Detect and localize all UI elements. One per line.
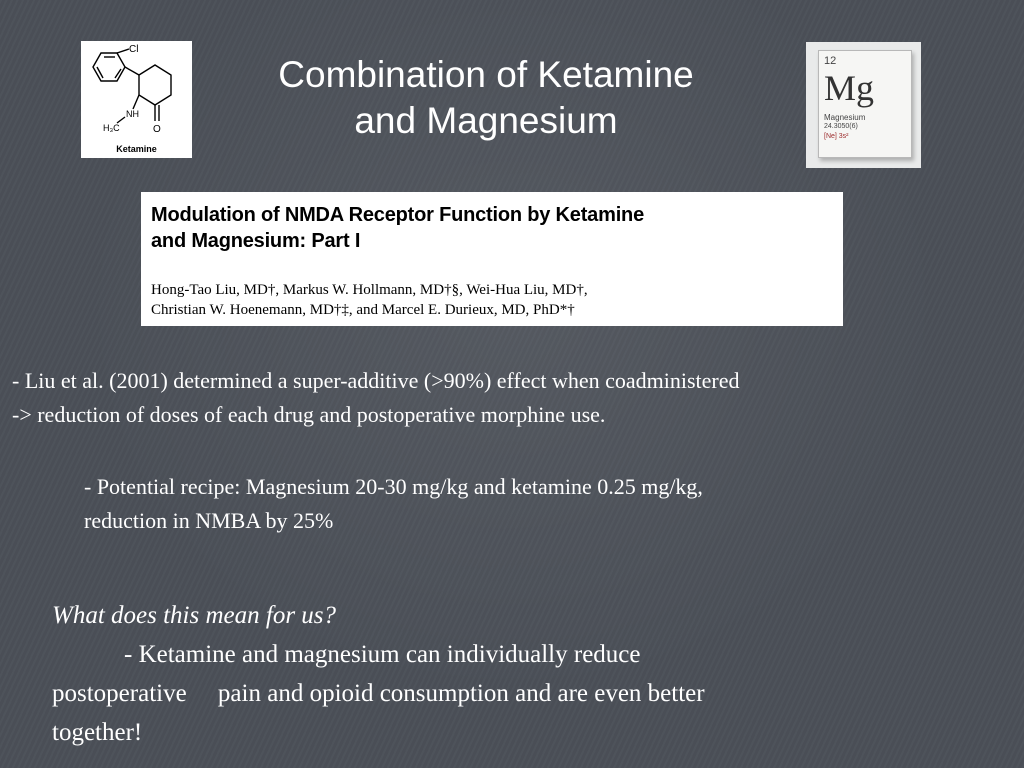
title-line-1: Combination of Ketamine [278, 54, 694, 95]
oxygen-label: O [153, 124, 161, 135]
takeaway-line-2: postoperative pain and opioid consumption and are even better [52, 680, 705, 707]
paper-title-line-2: and Magnesium: Part I [151, 230, 361, 252]
recipe-line-1: - Potential recipe: Magnesium 20-30 mg/kg and ketamine 0.25 mg/kg, [84, 474, 703, 499]
electron-config: [Ne] 3s² [824, 133, 849, 140]
slide-title [230, 52, 742, 144]
nh-label: NH [126, 109, 139, 119]
paper-authors [151, 280, 831, 320]
atomic-mass: 24.3050(6) [824, 123, 858, 130]
paper-title [151, 202, 831, 254]
takeaway-line-3: together! [52, 719, 143, 746]
finding-paragraph [12, 364, 1017, 432]
atomic-number: 12 [824, 55, 837, 67]
chlorine-label: Cl [129, 44, 139, 55]
recipe-paragraph [84, 470, 984, 538]
paper-title-line-1: Modulation of NMDA Receptor Function by Ketamine [151, 204, 644, 226]
takeaway-line-1: - Ketamine and magnesium can individually reduce [124, 641, 641, 668]
recipe-line-2: reduction in NMBA by 25% [84, 508, 334, 533]
title-line-2: and Magnesium [354, 100, 618, 141]
paper-authors-line-1: Hong-Tao Liu, MD†, Markus W. Hollmann, MD†§, Wei-Hua Liu, MD†, [151, 282, 588, 298]
methyl-label: H₃C [103, 123, 120, 133]
finding-line-2: -> reduction of doses of each drug and postoperative morphine use. [12, 402, 606, 427]
ketamine-caption: Ketamine [116, 144, 157, 154]
finding-line-1: - Liu et al. (2001) determined a super-additive (>90%) effect when coadministered [12, 368, 740, 393]
element-name: Magnesium [824, 113, 866, 122]
paper-authors-line-2: Christian W. Hoenemann, MD†‡, and Marcel E. Durieux, MD, PhD*† [151, 302, 575, 318]
ketamine-structure-image [81, 41, 192, 158]
periodic-tile [818, 50, 912, 158]
takeaway-question: What does this mean for us? [52, 602, 337, 629]
element-symbol: Mg [824, 68, 875, 108]
magnesium-element-image [806, 42, 921, 168]
takeaway-paragraph [52, 596, 992, 752]
ketamine-molecule-icon [81, 41, 192, 158]
paper-header-image [141, 192, 843, 326]
